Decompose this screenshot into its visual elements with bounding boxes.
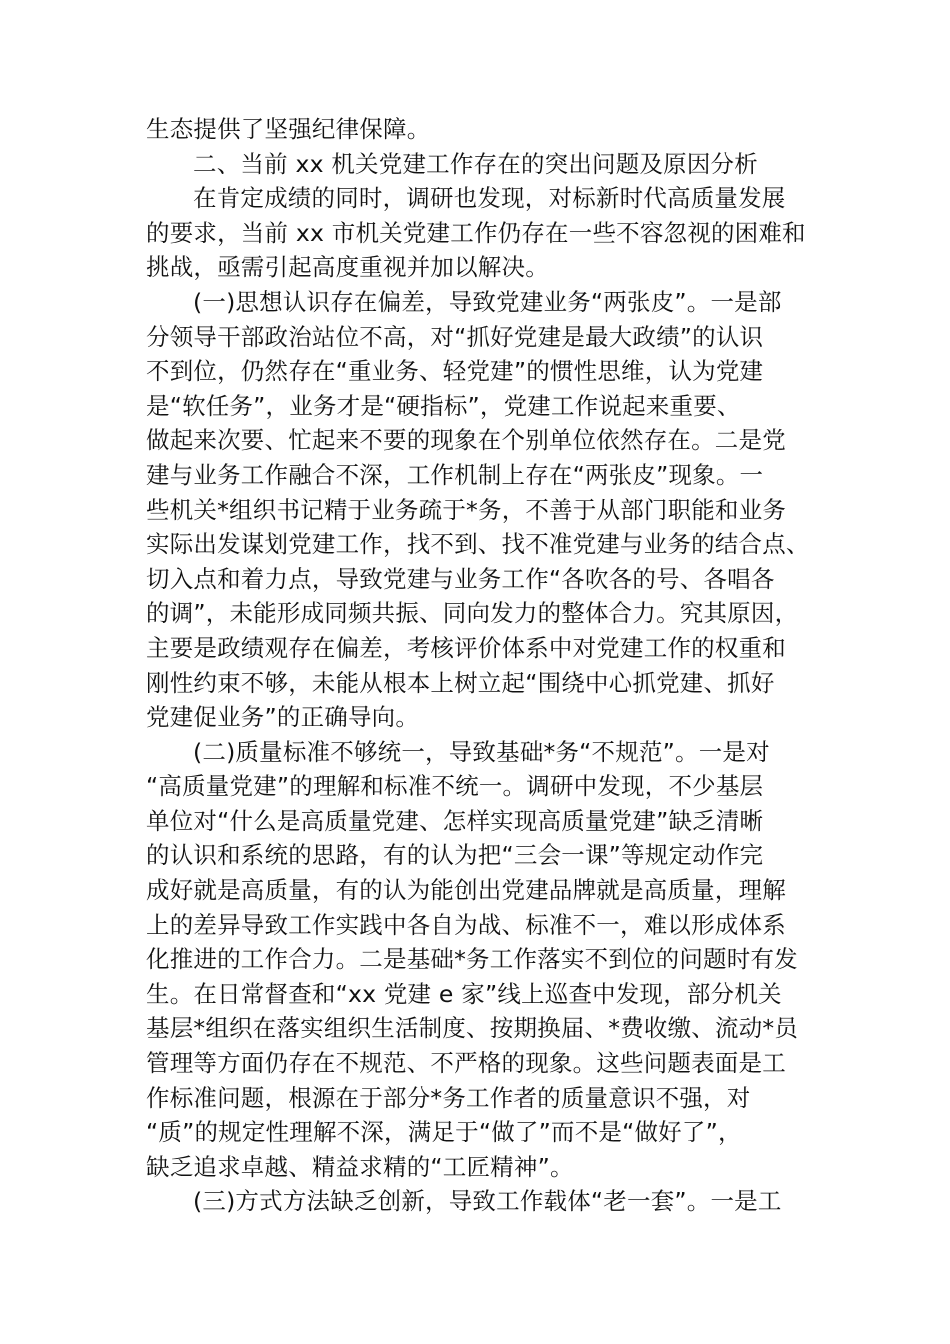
text-line: “质”的规定性理解不深，满足于“做了”而不是“做好了”， xyxy=(146,1118,742,1147)
text-line: 生。在日常督查和“xx 党建 e 家”线上巡查中发现，部分机关 xyxy=(146,979,782,1008)
text-line: 主要是政绩观存在偏差，考核评价体系中对党建工作的权重和 xyxy=(146,633,786,662)
text-line: 化推进的工作合力。二是基础*务工作落实不到位的问题时有发 xyxy=(146,945,798,974)
text-line: 在肯定成绩的同时，调研也发现，对标新时代高质量发展 xyxy=(193,184,786,213)
text-line: 管理等方面仍存在不规范、不严格的现象。这些问题表面是工 xyxy=(146,1049,786,1078)
text-line: 上的差异导致工作实践中各自为战、标准不一，难以形成体系 xyxy=(146,910,786,939)
text-line: 些机关*组织书记精于业务疏于*务，不善于从部门职能和业务 xyxy=(146,495,787,524)
text-line: 挑战，亟需引起高度重视并加以解决。 xyxy=(146,253,549,282)
text-line: 的认识和系统的思路，有的认为把“三会一课”等规定动作完 xyxy=(146,841,764,870)
text-line: 基层*组织在落实组织生活制度、按期换届、*费收缴、流动*员 xyxy=(146,1014,799,1043)
text-line: 切入点和着力点，导致党建与业务工作“各吹各的号、各唱各 xyxy=(146,564,775,593)
text-line: (一)思想认识存在偏差，导致党建业务“两张皮”。一是部 xyxy=(193,287,782,316)
text-line: “高质量党建”的理解和标准不统一。调研中发现，不少基层 xyxy=(146,772,764,801)
section-heading: 二、当前 xx 机关党建工作存在的突出问题及原因分析 xyxy=(193,149,758,178)
text-line: (三)方式方法缺乏创新，导致工作载体“老一套”。一是工 xyxy=(193,1187,782,1216)
text-line: 不到位，仍然存在“重业务、轻党建”的惯性思维，认为党建 xyxy=(146,357,764,386)
text-line: 单位对“什么是高质量党建、怎样实现高质量党建”缺乏清晰 xyxy=(146,806,764,835)
text-line: 建与业务工作融合不深，工作机制上存在“两张皮”现象。一 xyxy=(146,460,764,489)
text-line: 的调”，未能形成同频共振、同向发力的整体合力。究其原因， xyxy=(146,599,799,628)
text-line: 生态提供了坚强纪律保障。 xyxy=(146,115,431,143)
text-line: 刚性约束不够，未能从根本上树立起“围绕中心抓党建、抓好 xyxy=(146,668,775,697)
text-line: 成好就是高质量，有的认为能创出党建品牌就是高质量，理解 xyxy=(146,876,786,905)
text-line: 做起来次要、忙起来不要的现象在个别单位依然存在。二是党 xyxy=(146,426,786,455)
text-line: 缺乏追求卓越、精益求精的“工匠精神”。 xyxy=(146,1152,574,1181)
text-line: 作标准问题，根源在于部分*务工作者的质量意识不强，对 xyxy=(146,1083,751,1112)
document-body xyxy=(146,112,816,1219)
text-line: 的要求，当前 xx 市机关党建工作仍存在一些不容忽视的困难和 xyxy=(146,218,806,247)
text-line: 是“软任务”，业务才是“硬指标”，党建工作说起来重要、 xyxy=(146,391,741,420)
text-line: (二)质量标准不够统一，导致基础*务“不规范”。一是对 xyxy=(193,737,770,766)
text-line: 党建促业务”的正确导向。 xyxy=(146,703,420,732)
text-line: 分领导干部政治站位不高，对“抓好党建是最大政绩”的认识 xyxy=(146,322,764,351)
text-line: 实际出发谋划党建工作，找不到、找不准党建与业务的结合点、 xyxy=(146,530,810,559)
